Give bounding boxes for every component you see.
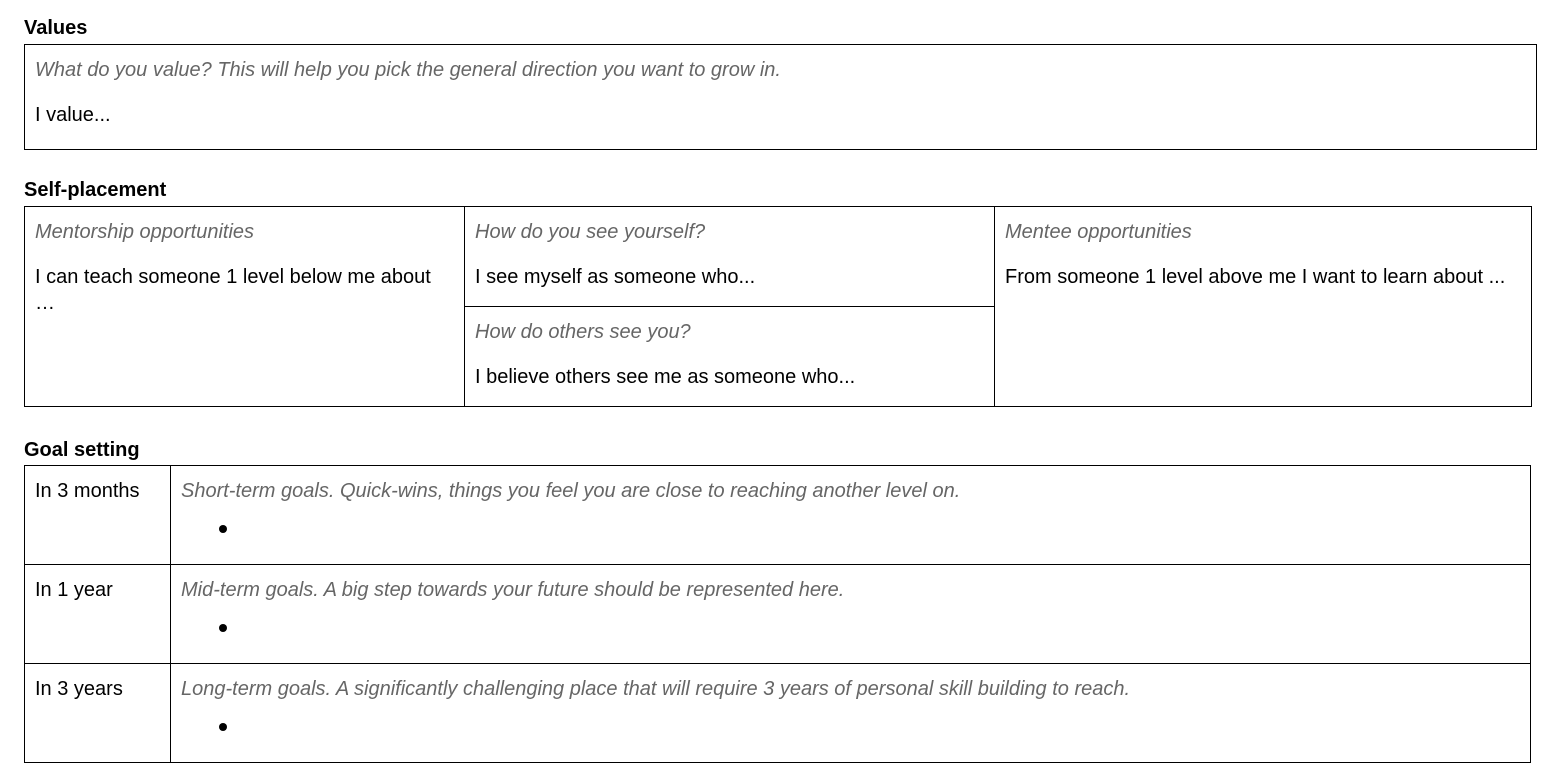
bullet-point-icon bbox=[219, 723, 227, 731]
goal-label: In 1 year bbox=[25, 565, 171, 664]
mentorship-hint: Mentorship opportunities bbox=[35, 221, 255, 243]
self-view-text: I see myself as someone who... bbox=[475, 266, 756, 288]
mentorship-text: I can teach someone 1 level below me about … bbox=[35, 266, 431, 314]
others-view-text: I believe others see me as someone who... bbox=[475, 366, 856, 388]
goal-hint: Short-term goals. Quick-wins, things you feel you are close to reaching another level on. bbox=[181, 480, 961, 502]
mentee-cell[interactable] bbox=[995, 207, 1532, 407]
goal-label: In 3 months bbox=[25, 466, 171, 565]
self-view-hint: How do you see yourself? bbox=[475, 221, 706, 243]
values-text: I value... bbox=[35, 104, 111, 126]
goal-setting-table bbox=[24, 465, 1531, 763]
values-table bbox=[24, 44, 1537, 150]
self-view-cell[interactable] bbox=[465, 207, 995, 307]
mentee-text: From someone 1 level above me I want to learn about ... bbox=[1005, 266, 1506, 288]
goal-row bbox=[25, 466, 1531, 565]
mentee-hint: Mentee opportunities bbox=[1005, 221, 1192, 243]
goal-hint: Mid-term goals. A big step towards your future should be represented here. bbox=[181, 579, 845, 601]
goal-hint: Long-term goals. A significantly challenging place that will require 3 years of personal skill building to reach. bbox=[181, 678, 1131, 700]
others-view-hint: How do others see you? bbox=[475, 321, 691, 343]
goal-content-cell[interactable] bbox=[171, 664, 1531, 763]
goal-content-cell[interactable] bbox=[171, 466, 1531, 565]
self-placement-heading: Self-placement bbox=[24, 179, 167, 201]
self-placement-table bbox=[24, 206, 1532, 407]
goal-setting-heading: Goal setting bbox=[24, 439, 140, 461]
values-heading: Values bbox=[24, 17, 88, 39]
goal-label: In 3 years bbox=[25, 664, 171, 763]
bullet-point-icon bbox=[219, 525, 227, 533]
mentorship-cell[interactable] bbox=[25, 207, 465, 407]
values-hint: What do you value? This will help you pick the general direction you want to grow in. bbox=[35, 59, 781, 81]
others-view-cell[interactable] bbox=[465, 307, 995, 407]
values-cell[interactable] bbox=[25, 45, 1537, 150]
goal-row bbox=[25, 664, 1531, 763]
goal-row bbox=[25, 565, 1531, 664]
bullet-point-icon bbox=[219, 624, 227, 632]
goal-content-cell[interactable] bbox=[171, 565, 1531, 664]
